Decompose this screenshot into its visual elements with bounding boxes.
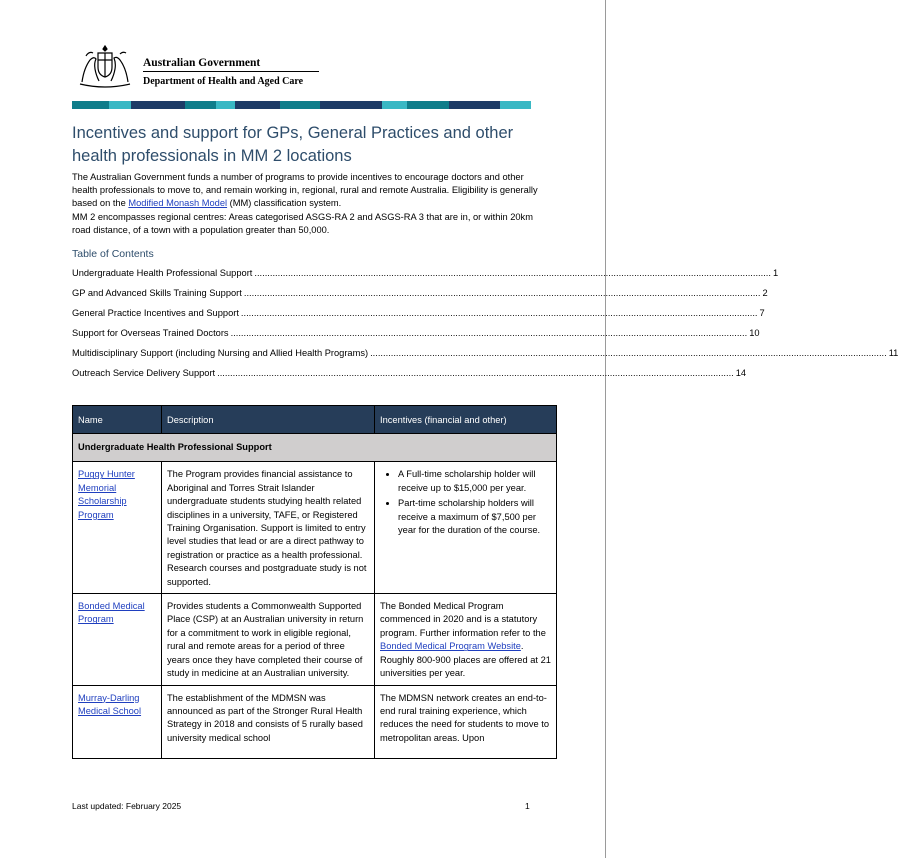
toc-entry-title: Multidisciplinary Support (including Nursing and Allied Health Programs): [72, 348, 369, 358]
color-band-segment: [280, 101, 319, 109]
toc-entry-title: GP and Advanced Skills Training Support: [72, 288, 242, 298]
bonded-medical-program-link[interactable]: Bonded Medical Program: [78, 601, 145, 625]
section-title: Undergraduate Health Professional Support: [73, 434, 557, 462]
table-row: [73, 594, 557, 685]
header-name: Name: [73, 406, 162, 434]
puggy-hunter-link[interactable]: Puggy Hunter Memorial Scholarship Program: [78, 469, 135, 520]
toc-entry-page: 7: [759, 308, 765, 318]
color-band-segment: [449, 101, 500, 109]
description-cell: Provides students a Commonwealth Supported Place (CSP) at an Australian university in return for a commitment to work in eligible regional, rural and remote areas for a period of three years once they have completed their course of study in medicine at an Australian university.: [162, 594, 375, 685]
table-header-row: [73, 406, 557, 434]
toc-entry[interactable]: [72, 348, 898, 358]
color-band-segment: [216, 101, 236, 109]
description-cell: The Program provides financial assistance to Aboriginal and Torres Strait Islander undergraduate students studying health related disciplines in a university, TAFE, or Registered Training Organisation. Support is limited to entry level studies that lead or are a direct pathway to registration or practice as a health professional. Research courses and postgraduate study is not supported.: [162, 462, 375, 594]
toc-dot-leader: ........................................................................................................................................................................................................: [370, 348, 887, 358]
page-title: Incentives and support for GPs, General Practices and other health professionals in MM 2 locations: [72, 124, 514, 165]
table-row: [73, 685, 557, 758]
intro-paragraph-1: [72, 171, 542, 211]
color-band-segment: [320, 101, 382, 109]
color-band-segment: [109, 101, 132, 109]
toc-dot-leader: ........................................................................................................................................................................................................: [240, 308, 758, 318]
list-item: • Part-time scholarship holders will receive a maximum of $7,500 per year for the duration of the course.: [398, 497, 551, 537]
header-incentives: Incentives (financial and other): [375, 406, 557, 434]
table-section-row: [73, 434, 557, 462]
toc-entry-page: 1: [772, 268, 779, 278]
toc-heading: Table of Contents: [72, 248, 154, 260]
incentives-cell: [375, 462, 557, 594]
modified-monash-model-link[interactable]: Modified Monash Model: [128, 198, 228, 209]
toc-entry[interactable]: [72, 368, 747, 378]
toc-entry-page: 10: [749, 328, 760, 338]
color-band-segment: [131, 101, 185, 109]
toc-entry-page: 2: [762, 288, 768, 298]
toc-entry[interactable]: [72, 308, 765, 318]
incentives-table: [72, 405, 557, 759]
toc-entry[interactable]: [72, 288, 768, 298]
header-description: Description: [162, 406, 375, 434]
intro-paragraph-2: MM 2 encompasses regional centres: Areas categorised ASGS-RA 2 and ASGS-RA 3 that are in, or within 20km road distance, of a town with a population greater than 50,000.: [72, 211, 533, 235]
bonded-medical-website-link[interactable]: Bonded Medical Program Website: [380, 641, 521, 652]
coat-of-arms-logo: [76, 44, 134, 90]
toc-entry-title: Support for Overseas Trained Doctors: [72, 328, 229, 338]
toc-dot-leader: ........................................................................................................................................................................................................: [217, 368, 734, 378]
department-name: Department of Health and Aged Care: [143, 76, 304, 87]
header-rule: [143, 71, 319, 72]
color-band-segment: [382, 101, 407, 109]
color-band-segment: [72, 101, 109, 109]
color-band-segment: [185, 101, 216, 109]
toc-entry-title: Undergraduate Health Professional Support: [72, 268, 253, 278]
toc-entry-page: 14: [735, 368, 747, 378]
toc-entry-title: General Practice Incentives and Support: [72, 308, 239, 318]
incentive-text-start: The Bonded Medical Program commenced in 2020 and is a statutory program. Further information refer to the: [380, 601, 546, 638]
color-band-segment: [407, 101, 449, 109]
toc-dot-leader: ........................................................................................................................................................................................................: [243, 288, 761, 298]
toc-entry[interactable]: [72, 328, 760, 338]
toc-entry[interactable]: [72, 268, 779, 278]
program-name-cell: [73, 685, 162, 758]
toc-dot-leader: ........................................................................................................................................................................................................: [254, 268, 771, 278]
table-row: [73, 462, 557, 594]
toc-entry-title: Outreach Service Delivery Support: [72, 368, 216, 378]
murray-darling-link[interactable]: Murray-Darling Medical School: [78, 692, 142, 716]
description-cell: The establishment of the MDMSN was announced as part of the Stronger Rural Health Strategy in 2018 and consists of 5 rurally based university medical school: [162, 685, 375, 758]
toc-entry-page: 11: [888, 348, 898, 358]
incentive-text-end: . Roughly 800-900 places are offered at 21 universities per year.: [380, 641, 551, 679]
incentives-cell: [375, 594, 557, 685]
last-updated: Last updated: February 2025: [72, 801, 182, 811]
list-item: • A Full-time scholarship holder will receive up to $15,000 per year.: [398, 468, 551, 495]
intro-text: [72, 171, 542, 237]
page-number: 1: [525, 801, 530, 811]
color-band: [72, 101, 531, 109]
color-band-segment: [500, 101, 531, 109]
intro-text-start: The Australian Government funds a number of programs to provide incentives to encourage doctors and other health professionals to move to, and remain working in, regional, rural and remote Australia. Eligibility is generally based on the: [72, 172, 538, 209]
color-band-segment: [235, 101, 280, 109]
government-name: Australian Government: [143, 57, 261, 69]
toc-dot-leader: ........................................................................................................................................................................................................: [230, 328, 748, 338]
incentives-cell: The MDMSN network creates an end-to-end rural training experience, which reduces the need for students to move to metropolitan areas. Upon: [375, 685, 557, 758]
program-name-cell: [73, 462, 162, 594]
program-name-cell: [73, 594, 162, 685]
intro-text-end: (MM) classification system.: [227, 198, 342, 209]
incentive-list: [380, 468, 551, 537]
